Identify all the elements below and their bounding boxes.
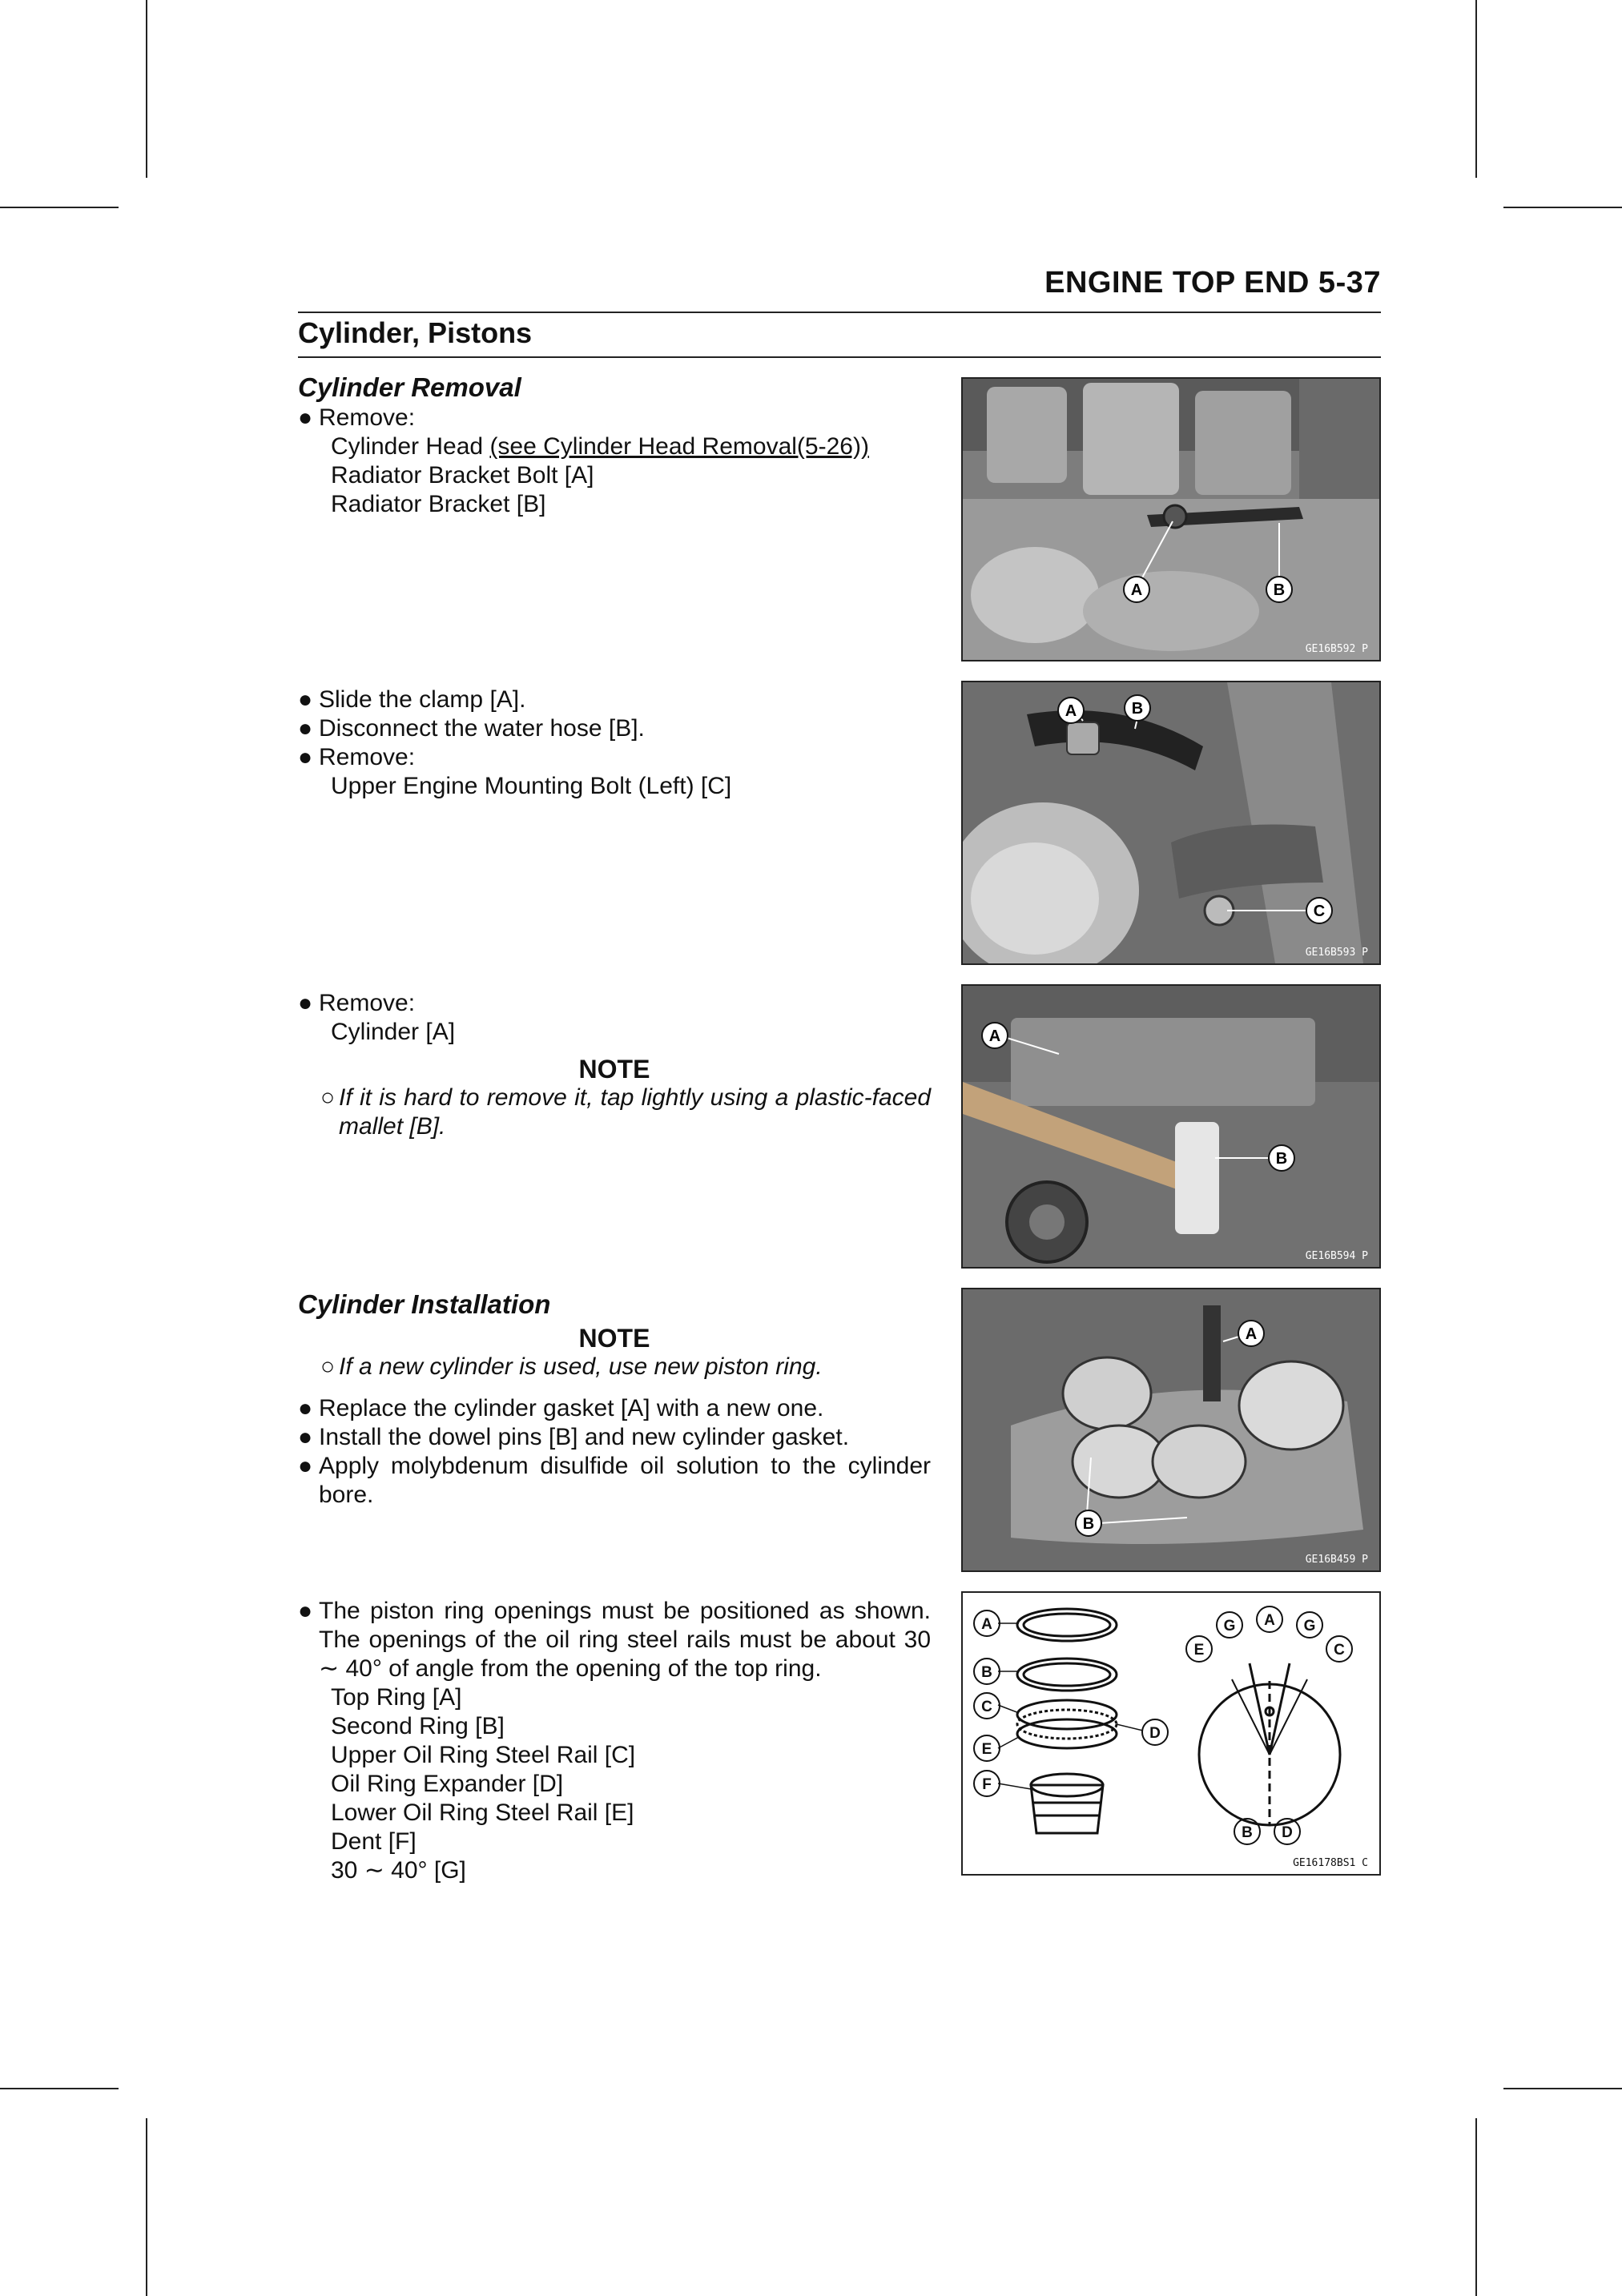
crop-mark bbox=[1475, 0, 1477, 178]
list-item bbox=[298, 1452, 931, 1510]
note-text: If it is hard to remove it, tap lightly using a plastic-faced mallet [B]. bbox=[339, 1084, 931, 1140]
crop-mark bbox=[0, 207, 119, 208]
callout-b: B bbox=[1275, 1150, 1288, 1168]
step-text: Remove: bbox=[319, 404, 416, 431]
crop-mark bbox=[1503, 207, 1622, 208]
step-text: The piston ring openings must be positioned as shown. The openings of the oil ring steel rails must be about 30 ∼ 40° of angle from the opening of the top ring. bbox=[319, 1598, 931, 1682]
callout-b: B bbox=[1131, 700, 1144, 718]
figure-piston-ring-diagram bbox=[961, 1591, 1381, 1876]
callout-a: A bbox=[981, 1616, 992, 1633]
photo-engine-block bbox=[963, 379, 1379, 660]
header-rule bbox=[298, 312, 1381, 313]
crop-mark bbox=[1503, 2088, 1622, 2089]
step-text: Slide the clamp [A]. bbox=[319, 686, 526, 713]
step-text: Apply molybdenum disulfide oil solution to the cylinder bore. bbox=[319, 1453, 931, 1508]
callout-d: D bbox=[1149, 1725, 1161, 1742]
legend-item: Top Ring [A] bbox=[331, 1684, 462, 1711]
callout-a: A bbox=[1130, 581, 1143, 599]
removal-block-2 bbox=[298, 686, 931, 801]
callout-e: E bbox=[1193, 1642, 1205, 1659]
sub-item: Cylinder [A] bbox=[331, 1019, 456, 1045]
callout-a: A bbox=[1065, 702, 1077, 720]
legend-item: Oil Ring Expander [D] bbox=[331, 1771, 564, 1797]
list-item bbox=[298, 989, 931, 1018]
note-item bbox=[298, 1084, 931, 1141]
callout-g: G bbox=[1223, 1618, 1236, 1635]
note-heading: NOTE bbox=[578, 1324, 650, 1353]
bullet-icon: ● bbox=[298, 1424, 313, 1450]
sub-item: Radiator Bracket [B] bbox=[331, 491, 546, 517]
callout-c: C bbox=[981, 1699, 992, 1715]
bullet-icon: ● bbox=[298, 744, 313, 770]
ring-position-block bbox=[298, 1597, 931, 1885]
figure-cylinder-removal bbox=[961, 984, 1381, 1269]
photo-mallet bbox=[963, 986, 1379, 1267]
installation-block bbox=[298, 1290, 931, 1510]
crop-mark bbox=[146, 2118, 147, 2296]
callout-e: E bbox=[981, 1741, 992, 1758]
figure-code: GE16B593 P bbox=[1305, 947, 1368, 959]
list-item bbox=[298, 714, 931, 743]
callout-b: B bbox=[1242, 1824, 1253, 1841]
figure-radiator-bracket bbox=[961, 377, 1381, 661]
circle-icon: ○ bbox=[320, 1084, 336, 1111]
figure-code: GE16B594 P bbox=[1305, 1250, 1368, 1262]
bullet-icon: ● bbox=[298, 404, 313, 431]
sub-item-text: Cylinder Head bbox=[331, 433, 490, 460]
legend-item: 30 ∼ 40° [G] bbox=[331, 1857, 466, 1884]
crop-mark bbox=[1475, 2118, 1477, 2296]
list-item bbox=[298, 1423, 931, 1452]
removal-block-3 bbox=[298, 989, 931, 1141]
bullet-icon: ● bbox=[298, 990, 313, 1016]
callout-b: B bbox=[1273, 581, 1286, 599]
step-text: Replace the cylinder gasket [A] with a new one. bbox=[319, 1395, 824, 1421]
photo-pistons bbox=[963, 1289, 1379, 1570]
bullet-icon: ● bbox=[298, 1453, 313, 1479]
sub-item: Upper Engine Mounting Bolt (Left) [C] bbox=[331, 773, 732, 799]
figure-code: GE16178BS1 C bbox=[1293, 1857, 1368, 1869]
figure-cylinder-installation bbox=[961, 1288, 1381, 1572]
step-text: Disconnect the water hose [B]. bbox=[319, 715, 645, 742]
cross-reference-link[interactable]: (see Cylinder Head Removal(5-26)) bbox=[489, 433, 869, 460]
legend-item: Upper Oil Ring Steel Rail [C] bbox=[331, 1742, 636, 1768]
legend-item: Second Ring [B] bbox=[331, 1713, 505, 1739]
step-text: Install the dowel pins [B] and new cylinder gasket. bbox=[319, 1424, 850, 1450]
figure-water-hose bbox=[961, 681, 1381, 965]
callout-d: D bbox=[1282, 1824, 1293, 1841]
section-title: Cylinder, Pistons bbox=[298, 316, 533, 349]
bullet-icon: ● bbox=[298, 715, 313, 742]
callout-a: A bbox=[1264, 1612, 1275, 1629]
note-heading: NOTE bbox=[578, 1055, 650, 1084]
list-item bbox=[298, 1597, 931, 1683]
callout-a: A bbox=[1245, 1325, 1258, 1343]
section-rule bbox=[298, 356, 1381, 358]
figure-code: GE16B459 P bbox=[1305, 1554, 1368, 1566]
page-header: ENGINE TOP END 5-37 bbox=[1044, 266, 1381, 300]
callout-c: C bbox=[1334, 1642, 1345, 1659]
legend-item: Dent [F] bbox=[331, 1828, 417, 1855]
figure-code: GE16B592 P bbox=[1305, 643, 1368, 655]
crop-mark bbox=[0, 2088, 119, 2089]
callout-g: G bbox=[1303, 1618, 1316, 1635]
photo-hose-clamp bbox=[963, 682, 1379, 963]
ring-position-diagram bbox=[963, 1593, 1379, 1874]
callout-b: B bbox=[1082, 1515, 1095, 1533]
bullet-icon: ● bbox=[298, 686, 313, 713]
bullet-icon: ● bbox=[298, 1598, 313, 1624]
callout-a: A bbox=[988, 1027, 1001, 1045]
installation-heading: Cylinder Installation bbox=[298, 1289, 551, 1319]
circle-icon: ○ bbox=[320, 1353, 336, 1380]
step-text: Remove: bbox=[319, 744, 416, 770]
callout-f: F bbox=[982, 1776, 992, 1793]
step-text: Remove: bbox=[319, 990, 416, 1016]
callout-c: C bbox=[1313, 903, 1326, 920]
removal-block-1 bbox=[298, 373, 931, 519]
list-item bbox=[298, 404, 931, 432]
list-item bbox=[298, 686, 931, 714]
bullet-icon: ● bbox=[298, 1395, 313, 1421]
legend-item: Lower Oil Ring Steel Rail [E] bbox=[331, 1799, 634, 1826]
list-item bbox=[298, 743, 931, 772]
removal-heading: Cylinder Removal bbox=[298, 372, 521, 402]
callout-b: B bbox=[981, 1664, 992, 1681]
crop-mark bbox=[146, 0, 147, 178]
note-item bbox=[298, 1353, 931, 1381]
note-text: If a new cylinder is used, use new piston ring. bbox=[339, 1353, 823, 1380]
sub-item: Radiator Bracket Bolt [A] bbox=[331, 462, 594, 489]
list-item bbox=[298, 1394, 931, 1423]
sub-item bbox=[298, 432, 931, 461]
